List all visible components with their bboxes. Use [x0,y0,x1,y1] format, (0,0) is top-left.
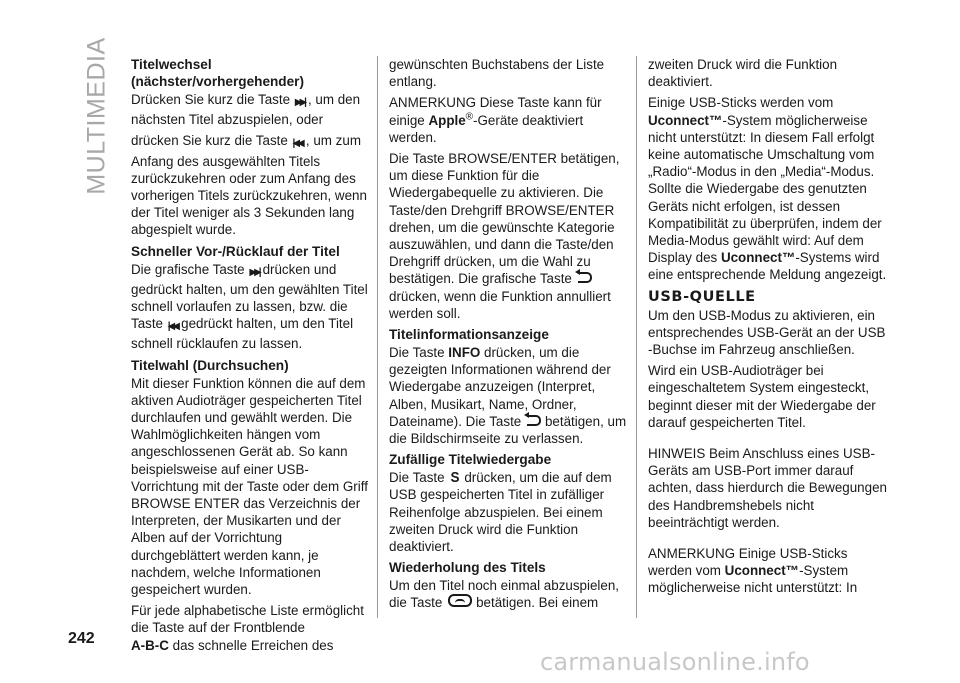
info-key-label: INFO [448,345,481,361]
column-1 [131,56,371,658]
heading-usb-quelle: USB-QUELLE [648,288,756,305]
paragraph-repeat: Um den Titel noch einmal abzuspielen, die Taste betätigen. Bei einem [389,578,620,611]
return-icon [578,272,592,283]
rewind-icon: |◀◀ [167,321,177,333]
paragraph-browse: Mit dieser Funktion können die auf dem aktiven Audioträger gespeicherten Titel durchlaufen und gewählt werden. Die Wahlmöglichkeiten hängen vom angeschlossenen Gerät ab. So kann beispielsweise auf einer USB-Vorrichtung mit der Taste oder dem Griff BROWSE ENTER das Verzeichnis der Interpreten, der Musikarten und der Alben auf der Vorrichtung durchgeblättert werden kann, je nachdem, welche Informationen gespeichert wurden. [131,375,368,598]
section-tab [80,37,114,195]
heading-wiederholung: Wiederholung des Titels [389,560,546,576]
uconnect-brand: Uconnect™ [648,112,723,128]
page-number: 242 [68,630,95,647]
column-divider-2 [636,56,637,618]
paragraph-prev-track: drücken Sie kurz die Taste |◀◀ , um zum Anfang des ausgewählten Titels zurückzukehren oder zum Anfang des vorherigen Titels zurückzukehren, wenn der Titel weniger als 3 Sekunden lang abgespielt wurde. [131,133,367,238]
column-divider-1 [377,56,378,618]
paragraph-shuffle: Die Taste S drücken, um die auf dem USB gespeicherten Titel in zufälliger Reihenfolge abzuspielen. Bei einem zweiten Druck wird die Funktion deaktiviert. [389,469,612,555]
next-track-icon: ▶▶| [294,97,304,108]
paragraph-apple-note: ANMERKUNG Diese Taste kann für einige Apple®-Geräte deaktiviert werden. [389,95,602,145]
watermark: carmanualsonline.info [540,648,810,676]
paragraph-abc: Für jede alphabetische Liste ermöglicht die Taste auf der Frontblende A-B-C das schnelle Erreichen des [131,603,364,653]
fast-forward-icon: ▶▶| [249,266,259,278]
section-tab-label: MULTIMEDIA [82,37,111,195]
heading-zufall: Zufällige Titelwiedergabe [389,452,552,468]
heading-schneller-vorlauf: Schneller Vor-/Rücklauf der Titel [131,243,340,259]
paragraph-fast-forward: Die grafische Taste ▶▶| drücken und gedrückt halten, um den gewählten Titel schnell vorlaufen zu lassen, bzw. die Taste |◀◀ gedrückt halten, um den Titel schnell rücklaufen zu lassen. [131,261,368,352]
paragraph-usb-insert: Wird ein USB-Audioträger bei eingeschaltetem System eingesteckt, beginnt dieser mit der Wiedergabe der darauf gespeicherten Titel. [648,363,876,430]
prev-track-icon: |◀◀ [292,138,302,150]
paragraph-letter: gewünschten Buchstabens der Liste entlang. [389,57,605,90]
column-3 [648,56,888,601]
paragraph-next-track: Drücken Sie kurz die Taste ▶▶| , um den nächsten Titel abzuspielen, oder [131,92,361,128]
heading-titelwahl: Titelwahl (Durchsuchen) [131,357,289,373]
shuffle-icon: S [450,469,460,487]
uconnect-brand: Uconnect™ [724,563,800,579]
paragraph-second-press: zweiten Druck wird die Funktion deaktiviert. [648,57,838,90]
heading-titelinformation: Titelinformationsanzeige [389,327,549,343]
paragraph-usb-compat: Einige USB-Sticks werden vom Uconnect™-System möglicherweise nicht unterstützt: In diesem Fall erfolgt keine automatische Umschaltung vom „Radio“-Modus in den „Media“-Modus. Sollte die Wiedergabe des genutzten Geräts nicht erfolgen, ist dessen Kompatibilität zu überprüfen, indem der Media-Modus gewählt wird: Auf dem Display des Uconnect™-Systems wird eine entsprechende Meldung angezeigt. [648,95,887,283]
apple-brand: Apple [428,112,466,128]
paragraph-info: Die Taste INFO drücken, um die gezeigten Informationen während der Wiedergabe anzuzeigen (Interpret, Alben, Musikart, Name, Ordner, Dateiname). Die Taste betätigen, um die Bildschirmseite zu verlassen. [389,345,627,447]
paragraph-browse-enter: Die Taste BROWSE/ENTER betätigen, um diese Funktion für die Wiedergabequelle zu aktivieren. Die Taste/den Drehgriff BROWSE/ENTER drehen, um die gewünschte Kategorie auszuwählen, und dann die Taste/den Drehgriff drücken, um die Wahl zu bestätigen. Die grafische Taste drücken, wenn die Funktion annulliert werden soll. [389,151,620,321]
paragraph-usb-activate: Um den USB-Modus zu aktivieren, ein entsprechendes USB-Gerät an der USB -Buchse im Fahrzeug anschließen. [648,307,886,358]
paragraph-anmerkung: ANMERKUNG Einige USB-Sticks werden vom Uconnect™-System möglicherweise nicht unterstützt: In [648,546,858,596]
heading-titelwechsel: Titelwechsel (nächster/vorhergehender) [131,57,304,89]
uconnect-brand: Uconnect™ [720,250,796,266]
column-2 [389,56,629,616]
repeat-icon [448,594,472,607]
return-icon [527,415,541,426]
abc-key-label: A-B-C [131,637,169,653]
paragraph-hinweis: HINWEIS Beim Anschluss eines USB-Geräts am USB-Port immer darauf achten, dass hierdurch die Bewegungen des Handbremshebels nicht beeinträchtigt werden. [648,446,887,530]
